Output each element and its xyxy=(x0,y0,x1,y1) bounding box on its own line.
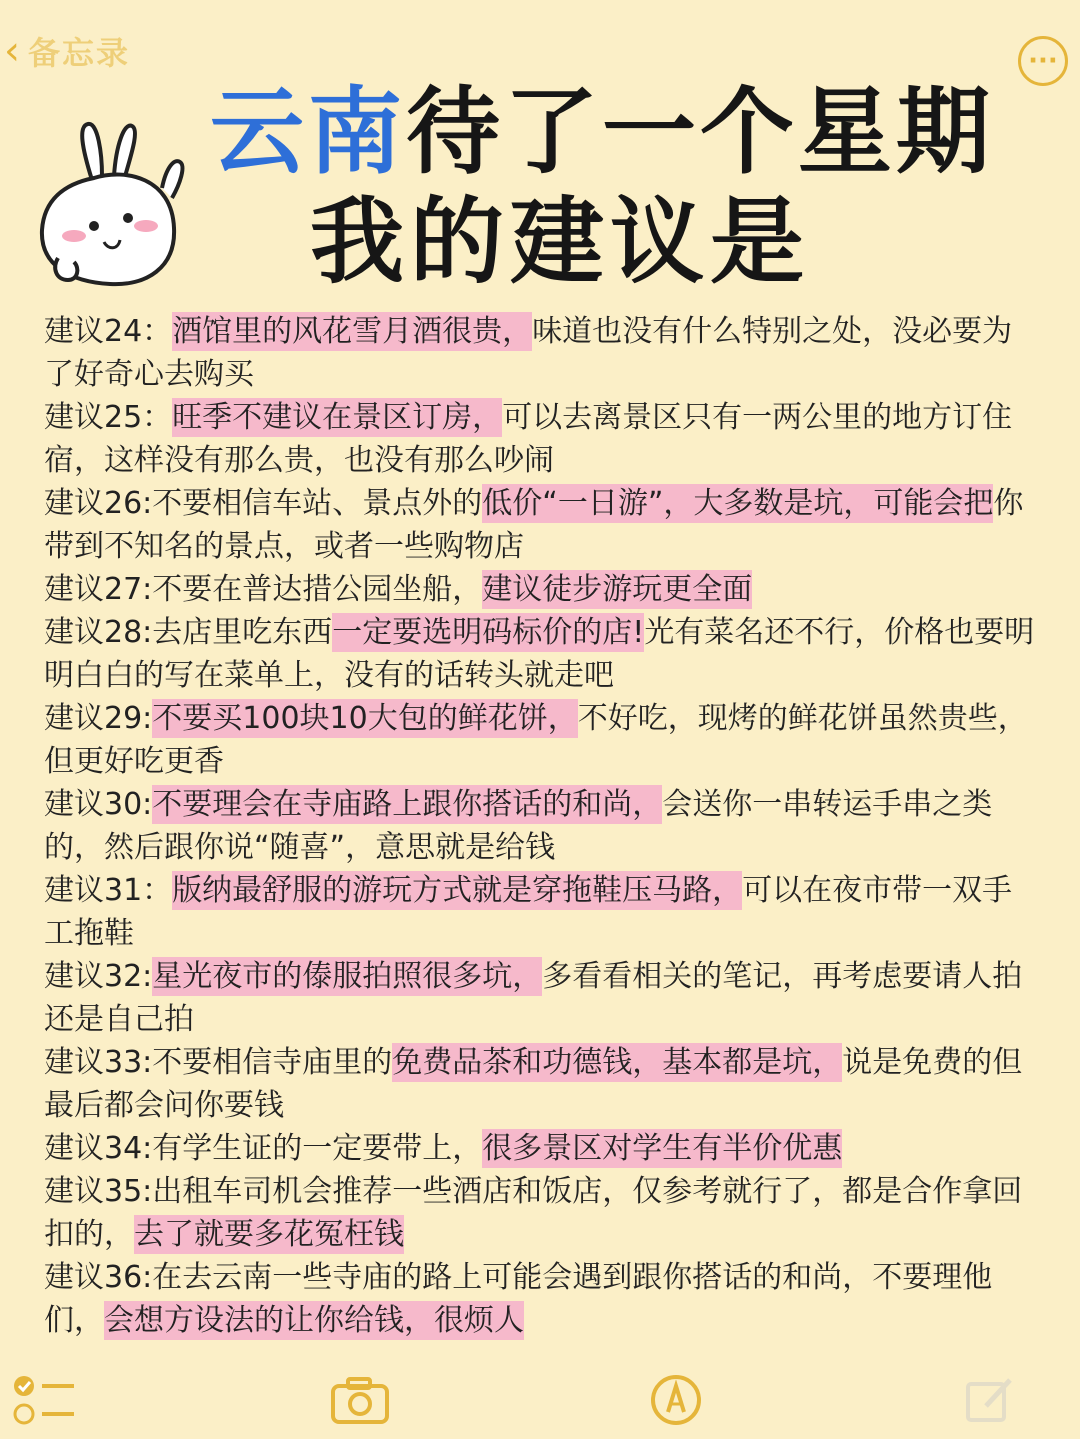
pen-icon[interactable] xyxy=(650,1374,702,1426)
list-item: 建议32:星光夜市的傣服拍照很多坑，多看看相关的笔记，再考虑要请人拍还是自己拍 xyxy=(44,959,1023,1037)
list-item: 建议24：酒馆里的风花雪月酒很贵，味道也没有什么特别之处，没必要为了好奇心去购买 xyxy=(44,314,1013,392)
list-item: 建议31：版纳最舒服的游玩方式就是穿拖鞋压马路，可以在夜市带一双手工拖鞋 xyxy=(44,873,1013,951)
title-highlight: 云南 xyxy=(210,78,407,187)
highlight-text: 不要理会在寺庙路上跟你搭话的和尚， xyxy=(152,787,663,822)
list-item: 建议30:不要理会在寺庙路上跟你搭话的和尚，会送你一串转运手串之类的，然后跟你说“随喜”，意思就是给钱 xyxy=(44,787,993,865)
highlight-text: 版纳最舒服的游玩方式就是穿拖鞋压马路， xyxy=(172,873,743,908)
highlight-text: 星光夜市的傣服拍照很多坑， xyxy=(152,959,543,994)
highlight-text: 免费品茶和功德钱，基本都是坑， xyxy=(392,1045,843,1080)
highlight-text: 低价“一日游”，大多数是坑，可能会把 xyxy=(482,486,994,521)
list-item: 建议36:在去云南一些寺庙的路上可能会遇到跟你搭话的和尚，不要理他们，会想方设法的让你给钱，很烦人 xyxy=(44,1260,993,1338)
highlight-text: 一定要选明码标价的店! xyxy=(332,615,645,650)
highlight-text: 很多景区对学生有半价优惠 xyxy=(482,1131,843,1166)
note-body xyxy=(44,310,1040,1342)
page-title xyxy=(210,78,1070,298)
more-icon: ··· xyxy=(1028,46,1058,76)
title-line-1 xyxy=(210,78,1070,188)
list-item: 建议25：旺季不建议在景区订房，可以去离景区只有一两公里的地方订住宿，这样没有那么贵，也没有那么吵闹 xyxy=(44,400,1013,478)
list-item: 建议35:出租车司机会推荐一些酒店和饭店，仅参考就行了，都是合作拿回扣的，去了就要多花冤枉钱 xyxy=(44,1174,1023,1252)
list-item: 建议28:去店里吃东西一定要选明码标价的店!光有菜名还不行，价格也要明明白白的写在菜单上，没有的话转头就走吧 xyxy=(44,615,1035,693)
list-item: 建议29:不要买100块10大包的鲜花饼，不好吃，现烤的鲜花饼虽然贵些，但更好吃更香 xyxy=(44,701,1028,779)
chevron-left-icon: ‹ xyxy=(4,28,20,74)
compose-icon[interactable] xyxy=(964,1374,1016,1426)
camera-icon[interactable] xyxy=(330,1376,390,1426)
list-item: 建议26:不要相信车站、景点外的低价“一日游”，大多数是坑，可能会把你带到不知名的景点，或者一些购物店 xyxy=(44,486,1024,564)
highlight-text: 会想方设法的让你给钱，很烦人 xyxy=(104,1303,524,1338)
back-button[interactable] xyxy=(4,28,130,74)
highlight-text: 旺季不建议在景区订房， xyxy=(172,400,503,435)
list-item: 建议34:有学生证的一定要带上，很多景区对学生有半价优惠 xyxy=(44,1131,843,1166)
list-item: 建议33:不要相信寺庙里的免费品茶和功德钱，基本都是坑，说是免费的但最后都会问你要钱 xyxy=(44,1045,1023,1123)
title-rest: 待了一个星期 xyxy=(406,78,995,187)
highlight-text: 去了就要多花冤枉钱 xyxy=(134,1217,404,1252)
checklist-icon[interactable] xyxy=(12,1372,82,1428)
title-line-2: 我的建议是 xyxy=(310,188,811,297)
highlight-text: 酒馆里的风花雪月酒很贵， xyxy=(172,314,533,349)
bunny-mascot-icon xyxy=(34,118,194,298)
back-label: 备忘录 xyxy=(28,34,131,72)
list-item: 建议27:不要在普达措公园坐船，建议徒步游玩更全面 xyxy=(44,572,753,607)
bottom-toolbar xyxy=(0,1360,1080,1439)
highlight-text: 不要买100块10大包的鲜花饼， xyxy=(152,701,578,736)
highlight-text: 建议徒步游玩更全面 xyxy=(482,572,753,607)
